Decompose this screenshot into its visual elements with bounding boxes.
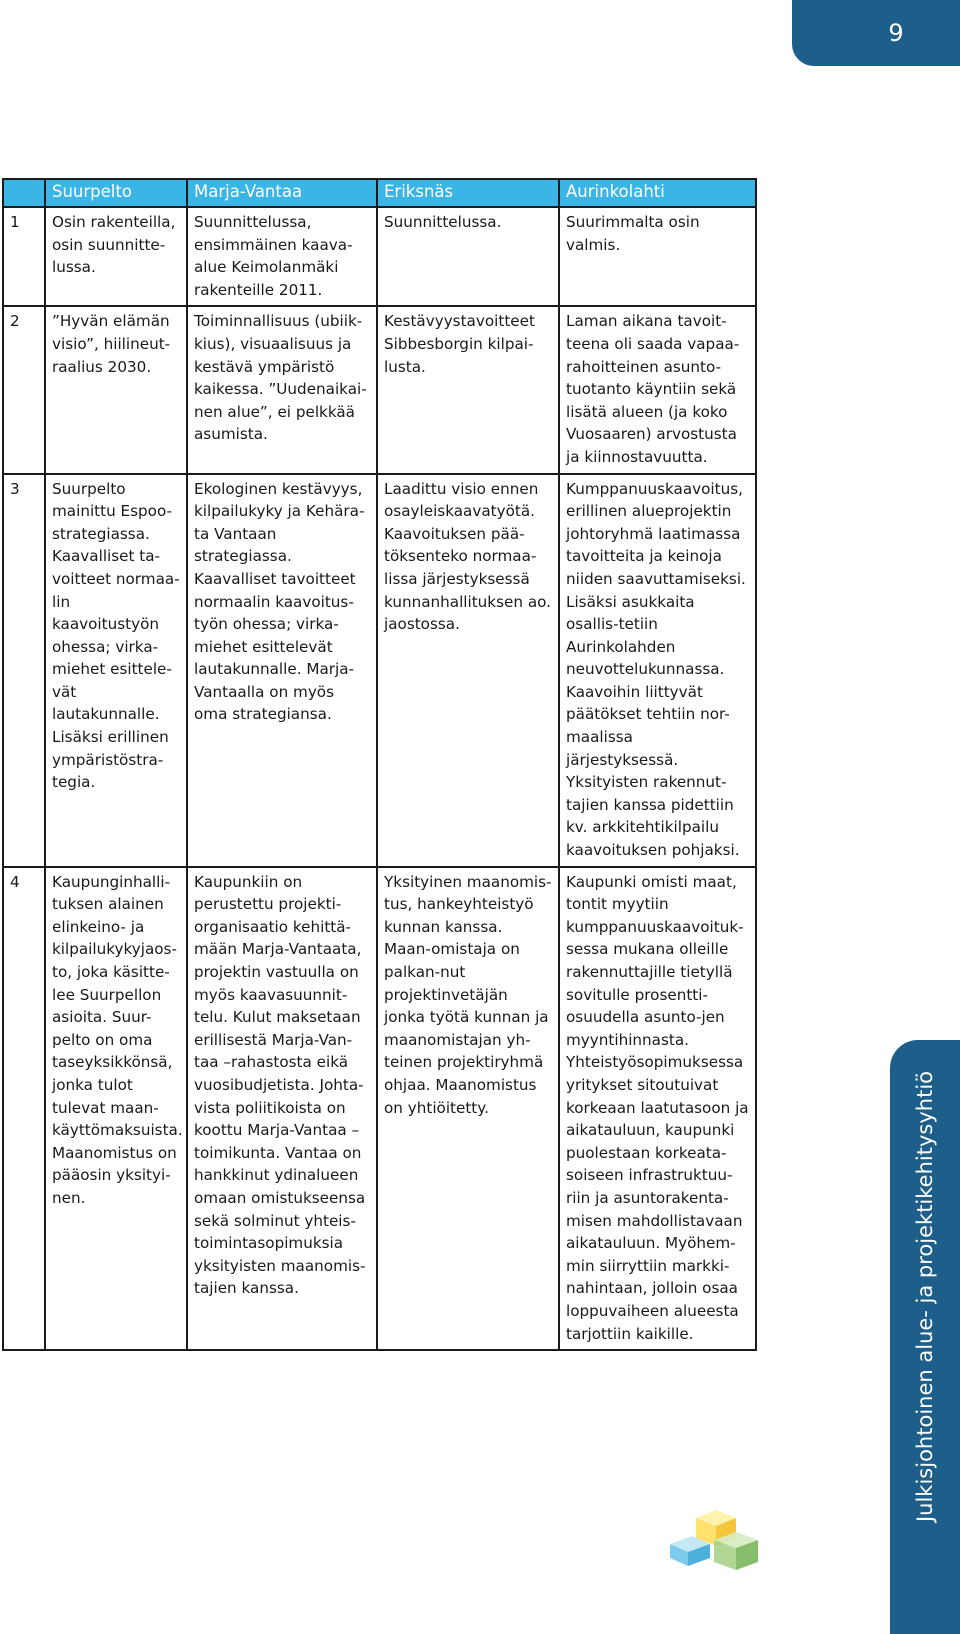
header-number bbox=[3, 179, 45, 207]
cell-suurpelto: Suurpelto mainittu Espoo-strategiassa. Kaavalliset ta-voitteet normaa-lin kaavoitustyön ohessa; virka-miehet esittele-vät lautakunnalle. Lisäksi erillinen ympäristöstra-tegia. bbox=[45, 474, 187, 867]
cell-eriksnas: Laadittu visio ennen osayleiskaavatyötä. Kaavoituksen pää-töksenteko normaa-lissa järjestyksessä kunnanhallituksen ao. jaostossa. bbox=[377, 474, 559, 867]
header-suurpelto: Suurpelto bbox=[45, 179, 187, 207]
page-number: 9 bbox=[888, 19, 904, 47]
table-row bbox=[3, 867, 756, 1350]
cell-suurpelto: Kaupunginhalli-tuksen alainen elinkeino- ja kilpailukykyjaos-to, joka käsitte-lee Suurpellon asioita. Suur-pelto on oma taseyksikkönsä, jonka tulot tulevat maan-käyttömaksuista. Maanomistus on pääosin yksityi-nen. bbox=[45, 867, 187, 1350]
cell-marja-vantaa: Suunnittelussa, ensimmäinen kaava-alue Keimolanmäki rakenteille 2011. bbox=[187, 207, 377, 306]
table-header-row bbox=[3, 179, 756, 207]
table-row bbox=[3, 207, 756, 306]
header-aurinkolahti: Aurinkolahti bbox=[559, 179, 756, 207]
cell-aurinkolahti: Kumppanuuskaavoitus, erillinen alueprojektin johtoryhmä laatimassa tavoitteita ja keinoja niiden saavuttamiseksi. Lisäksi asukkaita osallis-tetiin Aurinkolahden neuvottelukunnassa. Kaavoihin liittyvät päätökset tehtiin nor-maalissa järjestyksessä. Yksityisten rakennut-tajien kanssa pidettiin kv. arkkitehtikilpailu kaavoituksen pohjaksi. bbox=[559, 474, 756, 867]
cell-marja-vantaa: Kaupunkiin on perustettu projekti-organisaatio kehittä-mään Marja-Vantaata, projektin vastuulla on myös kaavasuunnit-telu. Kulut maksetaan erillisestä Marja-Van-taa –rahastosta eikä vuosibudjetista. Johta-vista poliitikoista on koottu Marja-Vantaa –toimikunta. Vantaa on hankkinut ydinalueen omaan omistukseensa sekä solminut yhteis-toimintasopimuksia yksityisten maanomis-tajien kanssa. bbox=[187, 867, 377, 1350]
side-title-container bbox=[890, 1040, 960, 1634]
cell-marja-vantaa: Toiminnallisuus (ubiik-kius), visuaalisuus ja kestävä ympäristö kaikessa. ”Uudenaikai-nen alue”, ei pelkkää asumista. bbox=[187, 306, 377, 473]
cubes-logo bbox=[666, 1500, 762, 1580]
comparison-table bbox=[2, 178, 757, 1351]
cell-marja-vantaa: Ekologinen kestävyys, kilpailukyky ja Kehära-ta Vantaan strategiassa. Kaavalliset tavoitteet normaalin kaavoitus-työn ohessa; virka-miehet esittelevät lautakunnalle. Marja-Vantaalla on myös oma strategiansa. bbox=[187, 474, 377, 867]
cell-aurinkolahti: Suurimmalta osin valmis. bbox=[559, 207, 756, 306]
header-eriksnas: Eriksnäs bbox=[377, 179, 559, 207]
row-number: 1 bbox=[3, 207, 45, 306]
table-row bbox=[3, 306, 756, 473]
cell-eriksnas: Suunnittelussa. bbox=[377, 207, 559, 306]
cell-suurpelto: ”Hyvän elämän visio”, hiilineut-raalius 2030. bbox=[45, 306, 187, 473]
row-number: 3 bbox=[3, 474, 45, 867]
cell-eriksnas: Yksityinen maanomis-tus, hankeyhteistyö kunnan kanssa. Maan-omistaja on palkan-nut projektinvetäjän jonka työtä kunnan ja maanomistajan yh-teinen projektiryhmä ohjaa. Maanomistus on yhtiöitetty. bbox=[377, 867, 559, 1350]
cell-aurinkolahti: Kaupunki omisti maat, tontit myytiin kumppanuuskaavoituk-sessa mukana olleille rakennuttajille tietyllä sovitulle prosentti-osuudella asunto-jen myyntihinnasta. Yhteistyösopimuksessa yritykset sitoutuivat korkeaan laatutasoon ja aikatauluun, kaupunki puolestaan korkeata-soiseen infrastruktuu-riin ja asuntorakenta-misen mahdollistavaan aikatauluun. Myöhem-min siirryttiin markki-nahintaan, jolloin osaa loppuvaiheen alueesta tarjottiin kaikille. bbox=[559, 867, 756, 1350]
cell-aurinkolahti: Laman aikana tavoit-teena oli saada vapaa-rahoitteinen asunto-tuotanto käyntiin sekä lisätä alueen (ja koko Vuosaaren) arvostusta ja kiinnostavuutta. bbox=[559, 306, 756, 473]
row-number: 4 bbox=[3, 867, 45, 1350]
cell-suurpelto: Osin rakenteilla, osin suunnitte-lussa. bbox=[45, 207, 187, 306]
table-row bbox=[3, 474, 756, 867]
page-number-tab bbox=[792, 0, 960, 66]
cell-eriksnas: Kestävyystavoitteet Sibbesborgin kilpai-lusta. bbox=[377, 306, 559, 473]
row-number: 2 bbox=[3, 306, 45, 473]
side-title: Julkisjohtoinen alue- ja projektikehitysyhtiö bbox=[913, 1070, 937, 1522]
header-marja-vantaa: Marja-Vantaa bbox=[187, 179, 377, 207]
